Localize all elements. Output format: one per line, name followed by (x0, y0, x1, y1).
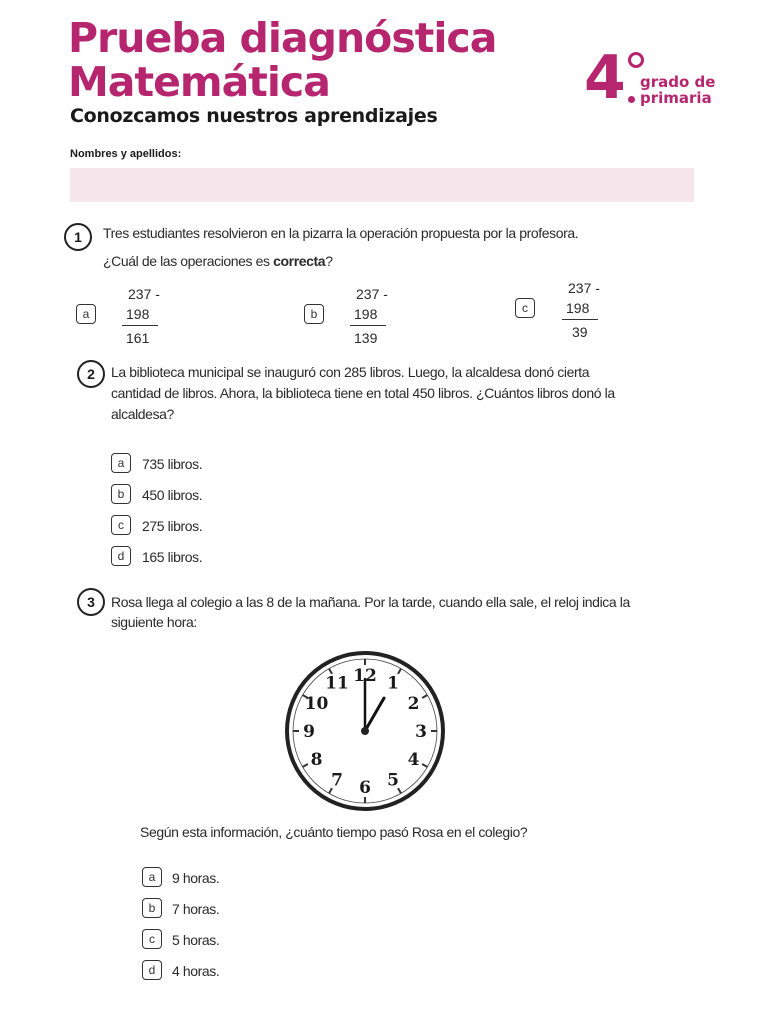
question-2-text-line-1: La biblioteca municipal se inauguró con 285 libros. Luego, la alcaldesa donó cierta (111, 364, 590, 380)
question-1-number: 1 (64, 223, 92, 251)
q1-option-a-minuend: 237 - (128, 286, 160, 302)
question-3-text-line-1: Rosa llega al colegio a las 8 de la mañana. Por la tarde, cuando ella sale, el reloj indica la (111, 594, 630, 610)
clock-center (361, 727, 369, 735)
q1-option-a-operation (122, 284, 162, 348)
q3-option-a-box[interactable]: a (142, 867, 162, 887)
q2-option-d-box[interactable]: d (111, 546, 131, 566)
grade-number: 4 (584, 43, 626, 113)
q1-option-c-subtrahend: 198 (566, 300, 590, 316)
clock-number-11: 11 (325, 673, 349, 694)
q1-option-a-rule (122, 325, 158, 326)
name-field[interactable] (70, 168, 694, 202)
q2-option-b-text: 450 libros. (142, 487, 203, 503)
grade-label (640, 74, 715, 106)
q2-option-d-text: 165 libros. (142, 549, 203, 565)
q2-option-c-box[interactable]: c (111, 515, 131, 535)
page-subtitle: Conozcamos nuestros aprendizajes (70, 105, 438, 127)
q1-option-b-operation (350, 284, 390, 348)
clock-number-9: 9 (303, 722, 315, 742)
grade-dot (628, 96, 635, 103)
clock-number-4: 4 (407, 750, 420, 770)
question-1-text-suffix: ? (325, 253, 333, 269)
question-2-text-line-3: alcaldesa? (111, 406, 174, 422)
clock (282, 648, 448, 814)
q3-option-b-box[interactable]: b (142, 898, 162, 918)
q3-option-d-box[interactable]: d (142, 960, 162, 980)
page-title (68, 16, 496, 104)
clock-number-6: 6 (359, 778, 371, 798)
q1-option-c-rule (562, 319, 598, 320)
question-2-number: 2 (77, 360, 105, 388)
grade-label-line-1: grado de (640, 73, 716, 91)
q3-option-c-box[interactable]: c (142, 929, 162, 949)
q1-option-c-operation (562, 278, 602, 342)
clock-number-12: 12 (353, 666, 377, 686)
title-line-1: Prueba diagnóstica (68, 14, 497, 62)
q2-option-a-box[interactable]: a (111, 453, 131, 473)
title-line-2: Matemática (68, 58, 330, 106)
question-3-text-line-2: siguiente hora: (111, 614, 197, 630)
degree-symbol (628, 52, 644, 68)
q1-option-c-box[interactable]: c (515, 298, 535, 318)
q1-option-b-result: 139 (354, 330, 378, 346)
q2-option-a-text: 735 libros. (142, 456, 203, 472)
q1-option-b-box[interactable]: b (304, 304, 324, 324)
q1-option-b-subtrahend: 198 (354, 306, 378, 322)
clock-number-1: 1 (387, 673, 399, 694)
q1-option-a-subtrahend: 198 (126, 306, 150, 322)
q3-option-a-text: 9 horas. (172, 870, 220, 886)
clock-number-5: 5 (387, 770, 399, 791)
q1-option-a-result: 161 (126, 330, 150, 346)
question-1-text-line-1: Tres estudiantes resolvieron en la pizarra la operación propuesta por la profesora. (103, 225, 579, 241)
question-1-emphasis: correcta (273, 253, 326, 269)
question-1-text-prefix: ¿Cuál de las operaciones es (103, 253, 274, 269)
clock-number-7: 7 (331, 770, 343, 791)
grade-label-line-2: primaria (640, 89, 712, 107)
question-1-text-line-2 (103, 251, 333, 271)
question-3-number: 3 (77, 588, 105, 616)
clock-number-8: 8 (310, 750, 323, 770)
q3-option-c-text: 5 horas. (172, 932, 220, 948)
q2-option-b-box[interactable]: b (111, 484, 131, 504)
q1-option-b-minuend: 237 - (356, 286, 388, 302)
q1-option-c-minuend: 237 - (568, 280, 600, 296)
clock-number-10: 10 (304, 694, 329, 714)
name-label: Nombres y apellidos: (70, 148, 182, 160)
q3-option-b-text: 7 horas. (172, 901, 220, 917)
clock-number-3: 3 (415, 722, 427, 742)
question-2-text-line-2: cantidad de libros. Ahora, la biblioteca tiene en total 450 libros. ¿Cuántos libros donó la (111, 385, 615, 401)
q1-option-c-result: 39 (572, 324, 588, 340)
q3-option-d-text: 4 horas. (172, 963, 220, 979)
q1-option-a-box[interactable]: a (76, 304, 96, 324)
question-3-prompt: Según esta información, ¿cuánto tiempo pasó Rosa en el colegio? (140, 824, 528, 840)
clock-number-2: 2 (407, 694, 420, 714)
q2-option-c-text: 275 libros. (142, 518, 203, 534)
q1-option-b-rule (350, 325, 386, 326)
